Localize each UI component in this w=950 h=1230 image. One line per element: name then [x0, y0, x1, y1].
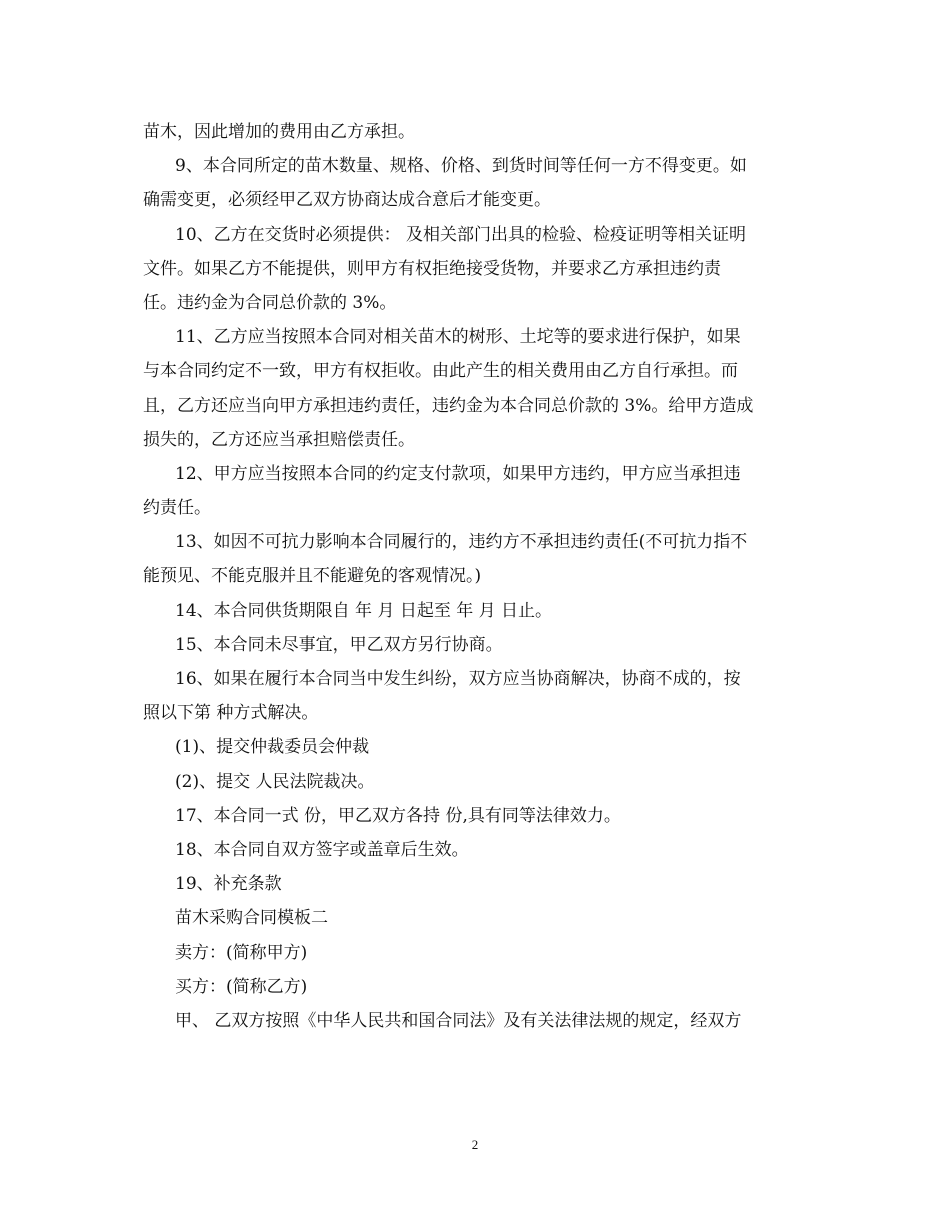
text-line: (1)、提交仲裁委员会仲裁	[175, 737, 370, 758]
text-line: 卖方：(简称甲方)	[175, 942, 308, 963]
page-number: 2	[471, 1137, 479, 1152]
document-body	[143, 115, 808, 1038]
text-line: 11、乙方应当按照本合同对相关苗木的树形、土坨等的要求进行保护，如果	[175, 327, 741, 348]
text-line: 能预见、不能克服并且不能避免的客观情况。)	[143, 566, 482, 587]
text-line: 与本合同约定不一致，甲方有权拒收。由此产生的相关费用由乙方自行承担。而	[143, 361, 738, 382]
text-line: 17、本合同一式 份，甲乙双方各持 份,具有同等法律效力。	[175, 805, 621, 826]
text-line: 文件。如果乙方不能提供，则甲方有权拒绝接受货物，并要求乙方承担违约责	[143, 258, 721, 279]
text-line: 16、如果在履行本合同当中发生纠纷，双方应当协商解决，协商不成的，按	[175, 669, 741, 689]
text-line: 买方：(简称乙方)	[175, 976, 308, 997]
text-line: 照以下第 种方式解决。	[143, 703, 319, 724]
text-line: 15、本合同未尽事宜，甲乙双方另行协商。	[175, 634, 503, 655]
text-line: 10、乙方在交货时必须提供： 及相关部门出具的检验、检疫证明等相关证明	[175, 224, 747, 245]
text-line: 苗木采购合同模板二	[175, 908, 328, 929]
text-line: 约责任。	[143, 498, 211, 519]
text-line: 苗木，因此增加的费用由乙方承担。	[143, 122, 415, 142]
text-line: (2)、提交 人民法院裁决。	[175, 771, 375, 792]
text-line: 确需变更，必须经甲乙双方协商达成合意后才能变更。	[143, 190, 551, 211]
text-line: 13、如因不可抗力影响本合同履行的，违约方不承担违约责任(不可抗力指不	[175, 532, 748, 553]
text-line: 甲、 乙双方按照《中华人民共和国合同法》及有关法律法规的规定，经双方	[175, 1010, 742, 1031]
text-line: 且，乙方还应当向甲方承担违约责任，违约金为本合同总价款的 3%。给甲方造成	[143, 395, 754, 416]
text-line: 9、本合同所定的苗木数量、规格、价格、到货时间等任何一方不得变更。如	[175, 156, 747, 177]
text-line: 18、本合同自双方签字或盖章后生效。	[175, 839, 469, 860]
text-line: 19、补充条款	[175, 874, 282, 895]
text-line: 14、本合同供货期限自 年 月 日起至 年 月 日止。	[175, 600, 553, 621]
text-line: 任。违约金为合同总价款的 3%。	[143, 292, 397, 313]
text-line: 12、甲方应当按照本合同的约定支付款项，如果甲方违约，甲方应当承担违	[175, 463, 741, 484]
text-line: 损失的，乙方还应当承担赔偿责任。	[143, 429, 415, 450]
